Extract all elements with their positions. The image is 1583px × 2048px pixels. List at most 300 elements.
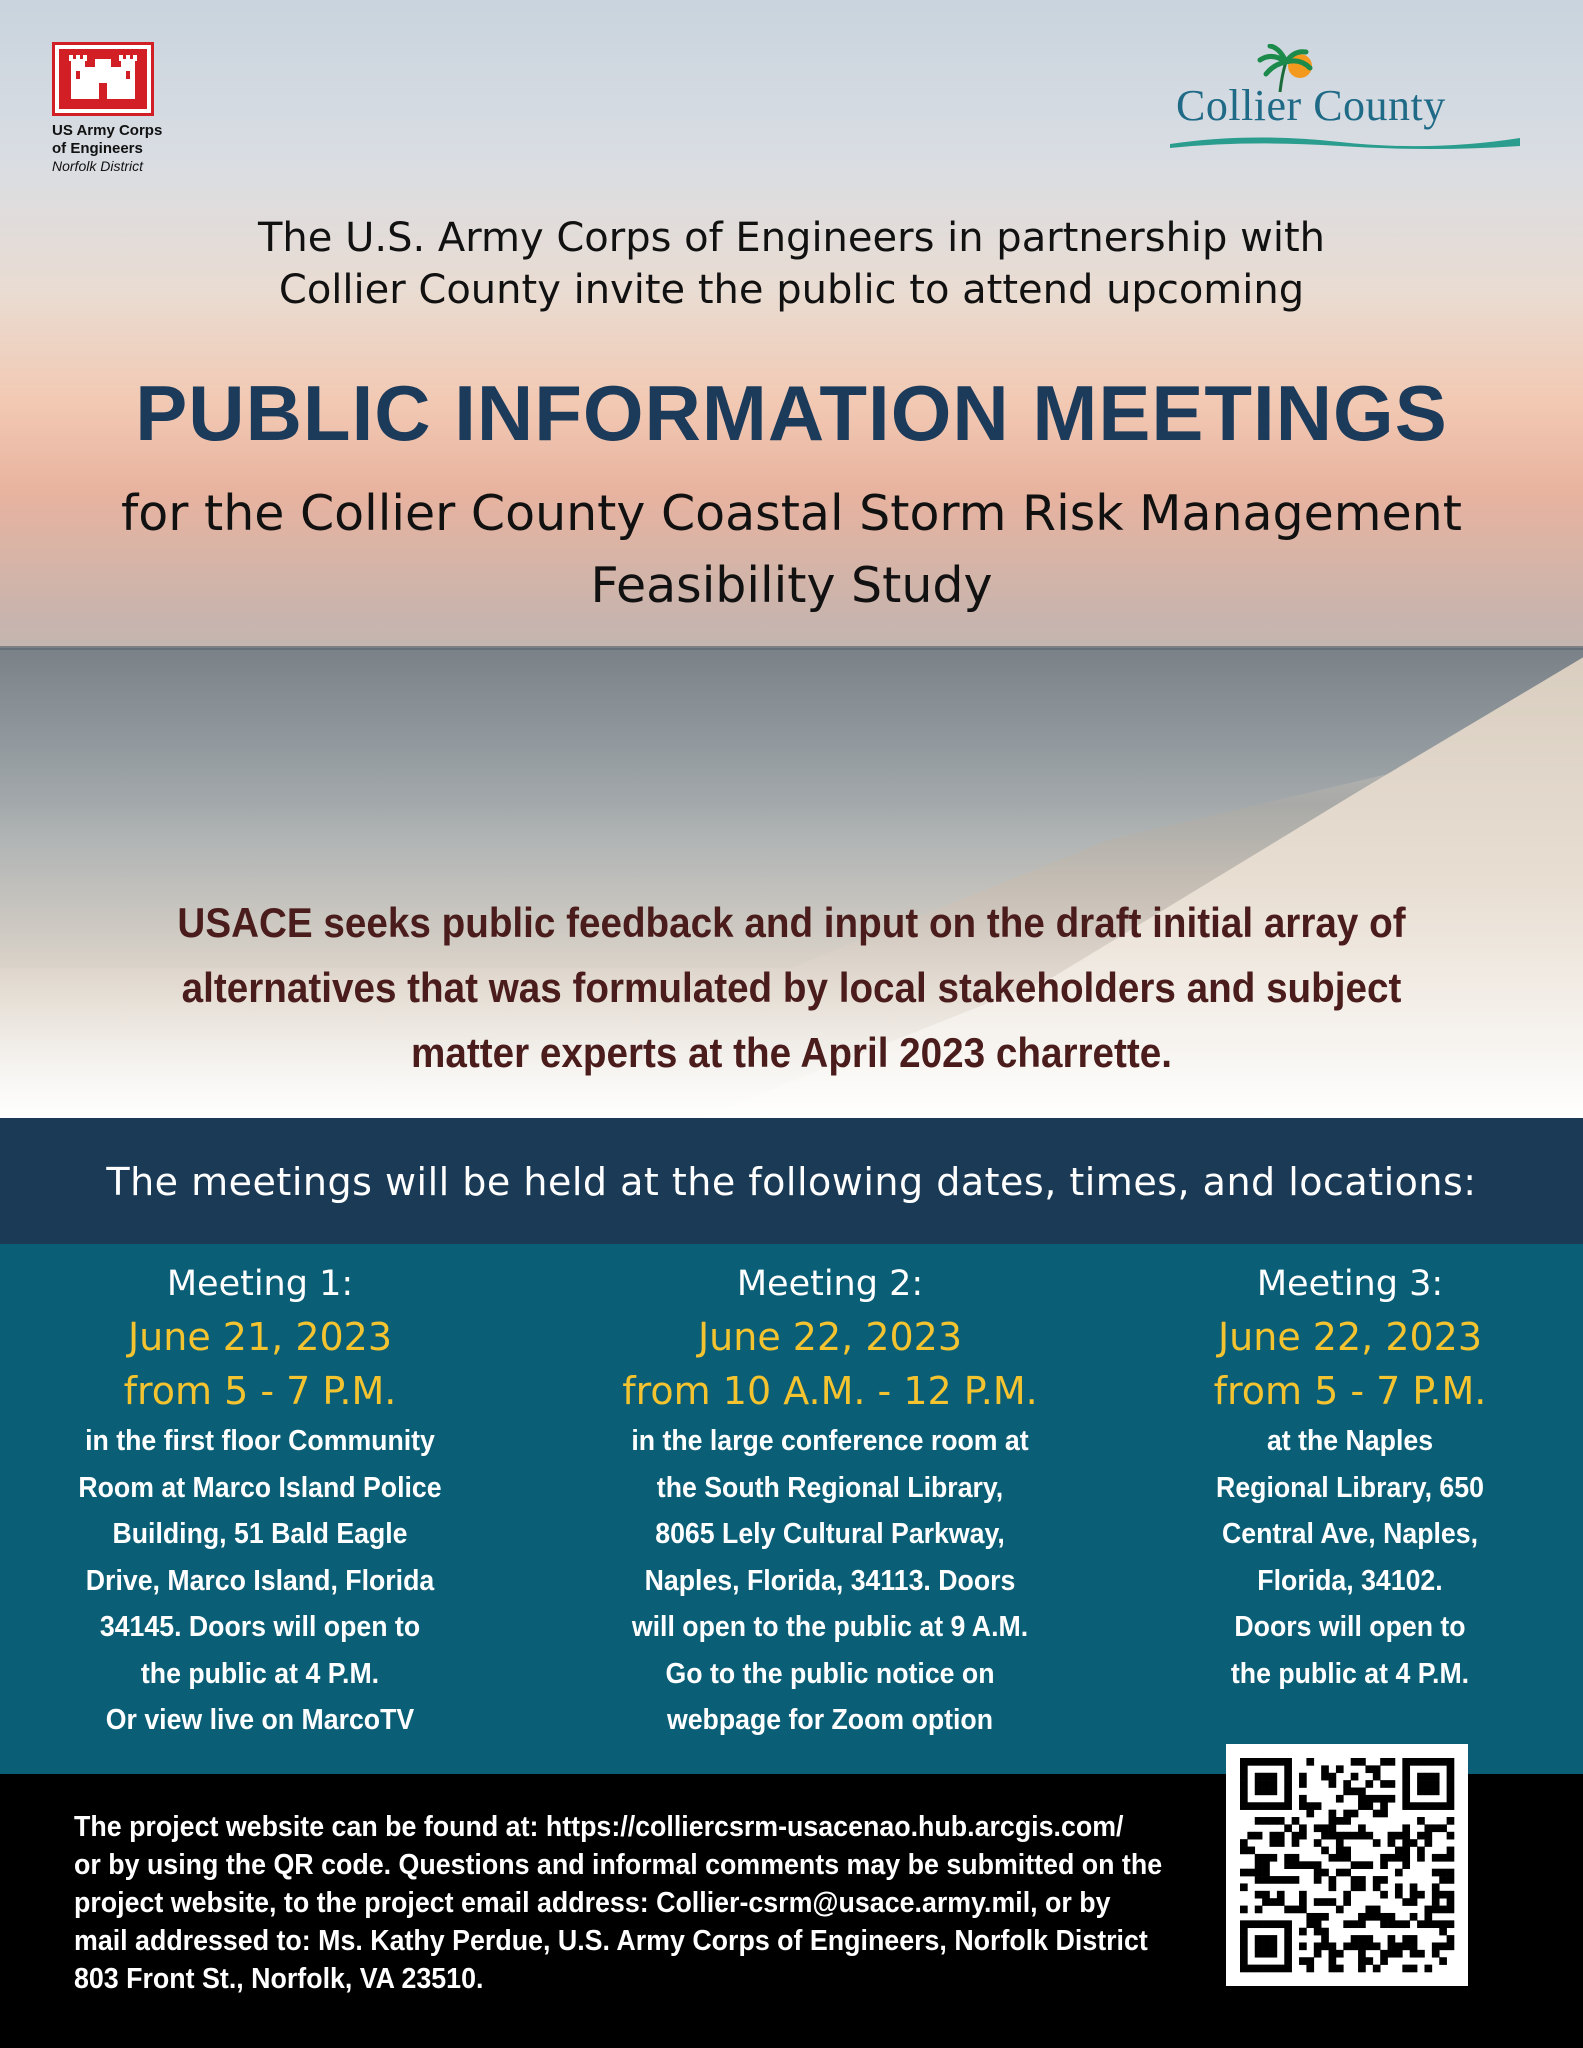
usace-name-line1: US Army Corps xyxy=(52,122,163,139)
qr-module xyxy=(1255,1788,1263,1796)
meeting-3 xyxy=(1140,1258,1560,1697)
qr-module xyxy=(1424,1920,1432,1928)
qr-module xyxy=(1365,1935,1373,1943)
qr-module xyxy=(1373,1810,1381,1818)
qr-module xyxy=(1432,1788,1440,1796)
qr-module xyxy=(1329,1780,1337,1788)
qr-module xyxy=(1424,1906,1432,1914)
qr-module xyxy=(1262,1780,1270,1788)
qr-module xyxy=(1388,1854,1396,1862)
qr-module xyxy=(1314,1942,1322,1950)
qr-module xyxy=(1306,1965,1314,1973)
qr-module xyxy=(1395,1832,1403,1840)
qr-module xyxy=(1306,1758,1314,1766)
qr-module xyxy=(1247,1920,1255,1928)
qr-module xyxy=(1402,1758,1410,1766)
collier-county-logo xyxy=(1160,44,1520,154)
qr-module xyxy=(1299,1898,1307,1906)
qr-module xyxy=(1373,1965,1381,1973)
qr-module xyxy=(1314,1920,1322,1928)
footer-line: mail addressed to: Ms. Kathy Perdue, U.S. Army Corps of Engineers, Norfolk District xyxy=(74,1925,1148,1957)
qr-module xyxy=(1373,1906,1381,1914)
subtitle xyxy=(40,478,1543,622)
qr-module xyxy=(1365,1802,1373,1810)
qr-module xyxy=(1240,1847,1248,1855)
qr-module xyxy=(1373,1913,1381,1921)
qr-module xyxy=(1284,1942,1292,1950)
qr-module xyxy=(1358,1883,1366,1891)
qr-module xyxy=(1388,1758,1396,1766)
qr-module xyxy=(1395,1950,1403,1958)
qr-module xyxy=(1380,1758,1388,1766)
qr-module xyxy=(1447,1891,1455,1899)
qr-module xyxy=(1255,1758,1263,1766)
qr-module xyxy=(1373,1942,1381,1950)
qr-module xyxy=(1395,1891,1403,1899)
location-line: Or view live on MarcoTV xyxy=(105,1704,415,1736)
qr-module xyxy=(1321,1773,1329,1781)
qr-module xyxy=(1410,1839,1418,1847)
qr-module xyxy=(1351,1942,1359,1950)
qr-module xyxy=(1255,1869,1263,1877)
qr-module xyxy=(1255,1854,1263,1862)
meeting-time: from 10 A.M. - 12 P.M. xyxy=(622,1369,1038,1413)
qr-module xyxy=(1277,1920,1285,1928)
qr-module xyxy=(1447,1788,1455,1796)
qr-module xyxy=(1358,1950,1366,1958)
qr-module xyxy=(1336,1765,1344,1773)
location-line: in the first floor Community xyxy=(85,1425,435,1457)
qr-module xyxy=(1402,1832,1410,1840)
qr-module xyxy=(1358,1876,1366,1884)
meeting-date: June 21, 2023 xyxy=(127,1315,393,1359)
qr-module xyxy=(1447,1758,1455,1766)
qr-module xyxy=(1358,1795,1366,1803)
location-line: Room at Marco Island Police xyxy=(78,1471,442,1504)
qr-module xyxy=(1240,1942,1248,1950)
intro-line-1: The U.S. Army Corps of Engineers in partnership with xyxy=(257,215,1326,261)
qr-module xyxy=(1447,1935,1455,1943)
qr-module xyxy=(1410,1758,1418,1766)
qr-module xyxy=(1284,1854,1292,1862)
qr-module xyxy=(1277,1965,1285,1973)
qr-module xyxy=(1380,1780,1388,1788)
qr-module xyxy=(1343,1891,1351,1899)
qr-module xyxy=(1417,1847,1425,1855)
qr-module xyxy=(1240,1758,1248,1766)
qr-module xyxy=(1292,1832,1300,1840)
qr-module xyxy=(1270,1965,1278,1973)
qr-module xyxy=(1284,1765,1292,1773)
feedback-line-2: alternatives that was formulated by local stakeholders and subject xyxy=(181,964,1402,1011)
qr-module xyxy=(1306,1913,1314,1921)
qr-module xyxy=(1270,1773,1278,1781)
qr-module xyxy=(1255,1891,1263,1899)
qr-module xyxy=(1439,1942,1447,1950)
qr-module xyxy=(1270,1758,1278,1766)
qr-module xyxy=(1402,1780,1410,1788)
meetings-header-text: The meetings will be held at the following dates, times, and locations: xyxy=(106,1160,1477,1204)
meeting-title: Meeting 1: xyxy=(166,1264,354,1304)
qr-module xyxy=(1292,1839,1300,1847)
qr-module xyxy=(1284,1861,1292,1869)
qr-module xyxy=(1380,1913,1388,1921)
qr-module xyxy=(1329,1965,1337,1973)
qr-module xyxy=(1270,1950,1278,1958)
location-line: the public at 4 P.M. xyxy=(1230,1657,1470,1690)
qr-module xyxy=(1329,1876,1337,1884)
qr-module xyxy=(1329,1832,1337,1840)
qr-module xyxy=(1277,1839,1285,1847)
qr-module xyxy=(1262,1920,1270,1928)
qr-module xyxy=(1417,1832,1425,1840)
qr-module xyxy=(1447,1780,1455,1788)
qr-module xyxy=(1410,1891,1418,1899)
qr-module xyxy=(1262,1935,1270,1943)
qr-module xyxy=(1321,1898,1329,1906)
qr-module xyxy=(1270,1788,1278,1796)
page-title: PUBLIC INFORMATION MEETINGS xyxy=(135,369,1448,457)
qr-module xyxy=(1336,1832,1344,1840)
qr-module xyxy=(1240,1883,1248,1891)
qr-module xyxy=(1380,1802,1388,1810)
location-line: the public at 4 P.M. xyxy=(140,1657,380,1690)
location-line: 8065 Lely Cultural Parkway, xyxy=(655,1518,1005,1550)
qr-module xyxy=(1447,1854,1455,1862)
qr-module xyxy=(1432,1758,1440,1766)
meeting-1 xyxy=(40,1258,480,1744)
qr-module xyxy=(1365,1957,1373,1965)
qr-module xyxy=(1380,1854,1388,1862)
qr-module xyxy=(1388,1780,1396,1788)
qr-module xyxy=(1270,1817,1278,1825)
qr-module xyxy=(1262,1950,1270,1958)
qr-module xyxy=(1277,1832,1285,1840)
qr-module xyxy=(1417,1773,1425,1781)
feedback-line-1: USACE seeks public feedback and input on the draft initial array of xyxy=(177,899,1406,946)
qr-module xyxy=(1402,1854,1410,1862)
qr-module xyxy=(1240,1773,1248,1781)
qr-module xyxy=(1299,1780,1307,1788)
qr-module xyxy=(1402,1942,1410,1950)
qr-module xyxy=(1424,1773,1432,1781)
subtitle-line-2: Feasibility Study xyxy=(590,557,993,614)
qr-module xyxy=(1292,1876,1300,1884)
qr-module xyxy=(1255,1832,1263,1840)
qr-module xyxy=(1314,1876,1322,1884)
qr-module xyxy=(1262,1891,1270,1899)
collier-county-wordmark: Collier County xyxy=(1176,81,1446,130)
qr-module xyxy=(1262,1876,1270,1884)
qr-module xyxy=(1329,1810,1337,1818)
qr-module xyxy=(1262,1898,1270,1906)
qr-module xyxy=(1432,1942,1440,1950)
qr-module xyxy=(1321,1869,1329,1877)
qr-module xyxy=(1240,1802,1248,1810)
qr-module xyxy=(1270,1802,1278,1810)
qr-module xyxy=(1432,1869,1440,1877)
meeting-location xyxy=(591,1418,1069,1744)
qr-module xyxy=(1373,1795,1381,1803)
qr-module xyxy=(1439,1876,1447,1884)
qr-module xyxy=(1314,1950,1322,1958)
qr-module xyxy=(1343,1942,1351,1950)
qr-module xyxy=(1395,1847,1403,1855)
qr-module xyxy=(1284,1935,1292,1943)
qr-module xyxy=(1240,1965,1248,1973)
qr-module xyxy=(1447,1942,1455,1950)
qr-module xyxy=(1284,1950,1292,1958)
location-line: Florida, 34102. xyxy=(1257,1564,1443,1597)
qr-module xyxy=(1395,1883,1403,1891)
location-line: webpage for Zoom option xyxy=(666,1704,994,1736)
qr-module xyxy=(1329,1957,1337,1965)
qr-module xyxy=(1417,1891,1425,1899)
qr-module xyxy=(1240,1920,1248,1928)
meeting-location xyxy=(58,1418,463,1744)
qr-module xyxy=(1447,1832,1455,1840)
qr-module xyxy=(1270,1832,1278,1840)
qr-module xyxy=(1380,1876,1388,1884)
subtitle-line-1: for the Collier County Coastal Storm Risk Management xyxy=(121,485,1462,542)
usace-name-line2: of Engineers xyxy=(52,140,143,157)
intro-text xyxy=(0,212,1583,316)
qr-module xyxy=(1447,1802,1455,1810)
qr-code-icon xyxy=(1226,1744,1468,1986)
qr-module xyxy=(1299,1906,1307,1914)
qr-module xyxy=(1255,1935,1263,1943)
qr-module xyxy=(1284,1802,1292,1810)
qr-module xyxy=(1447,1869,1455,1877)
qr-module xyxy=(1277,1802,1285,1810)
qr-module xyxy=(1447,1817,1455,1825)
qr-module xyxy=(1284,1928,1292,1936)
qr-module xyxy=(1388,1942,1396,1950)
qr-module xyxy=(1417,1780,1425,1788)
qr-module xyxy=(1299,1832,1307,1840)
qr-module xyxy=(1439,1957,1447,1965)
qr-module xyxy=(1365,1913,1373,1921)
qr-module xyxy=(1395,1869,1403,1877)
qr-module xyxy=(1447,1765,1455,1773)
qr-module xyxy=(1351,1832,1359,1840)
qr-module xyxy=(1255,1817,1263,1825)
qr-module xyxy=(1424,1802,1432,1810)
qr-module xyxy=(1299,1928,1307,1936)
meeting-time: from 5 - 7 P.M. xyxy=(123,1369,397,1413)
qr-module xyxy=(1284,1780,1292,1788)
location-line: Go to the public notice on xyxy=(665,1657,995,1690)
qr-module xyxy=(1270,1898,1278,1906)
qr-module xyxy=(1358,1788,1366,1796)
qr-module xyxy=(1447,1795,1455,1803)
qr-module xyxy=(1329,1898,1337,1906)
location-line: 34145. Doors will open to xyxy=(99,1611,421,1643)
qr-module xyxy=(1255,1802,1263,1810)
qr-module xyxy=(1432,1906,1440,1914)
qr-module xyxy=(1292,1817,1300,1825)
qr-module xyxy=(1262,1788,1270,1796)
qr-module xyxy=(1321,1928,1329,1936)
qr-module xyxy=(1247,1847,1255,1855)
qr-module xyxy=(1299,1861,1307,1869)
qr-module xyxy=(1351,1758,1359,1766)
location-line: Central Ave, Naples, xyxy=(1221,1518,1479,1550)
qr-module xyxy=(1255,1942,1263,1950)
qr-module xyxy=(1292,1906,1300,1914)
qr-module xyxy=(1380,1861,1388,1869)
qr-module xyxy=(1262,1942,1270,1950)
qr-module xyxy=(1410,1965,1418,1973)
qr-module xyxy=(1380,1795,1388,1803)
qr-module xyxy=(1380,1950,1388,1958)
qr-module xyxy=(1432,1854,1440,1862)
location-line: at the Naples xyxy=(1266,1425,1434,1457)
qr-module xyxy=(1292,1861,1300,1869)
qr-module xyxy=(1402,1935,1410,1943)
qr-module xyxy=(1247,1832,1255,1840)
footer-line: 803 Front St., Norfolk, VA 23510. xyxy=(74,1963,484,1995)
qr-module xyxy=(1247,1869,1255,1877)
qr-module xyxy=(1343,1854,1351,1862)
qr-module xyxy=(1336,1795,1344,1803)
qr-module xyxy=(1240,1928,1248,1936)
qr-module xyxy=(1402,1898,1410,1906)
qr-module xyxy=(1447,1773,1455,1781)
qr-module xyxy=(1329,1824,1337,1832)
location-line: Regional Library, 650 xyxy=(1216,1471,1484,1504)
location-line: the South Regional Library, xyxy=(656,1471,1004,1504)
qr-module xyxy=(1299,1795,1307,1803)
qr-module xyxy=(1321,1765,1329,1773)
qr-module xyxy=(1417,1817,1425,1825)
qr-module xyxy=(1388,1795,1396,1803)
qr-module xyxy=(1402,1795,1410,1803)
footer-line: The project website can be found at: https://colliercsrm-usacenao.hub.arcgis.com/ xyxy=(74,1811,1124,1843)
qr-module xyxy=(1358,1935,1366,1943)
castle-icon xyxy=(65,53,141,105)
meeting-title: Meeting 3: xyxy=(1256,1264,1444,1304)
qr-module xyxy=(1329,1883,1337,1891)
qr-module xyxy=(1402,1824,1410,1832)
qr-module xyxy=(1329,1942,1337,1950)
qr-module xyxy=(1358,1965,1366,1973)
qr-module xyxy=(1329,1950,1337,1958)
usace-district: Norfolk District xyxy=(52,158,144,174)
qr-module xyxy=(1314,1898,1322,1906)
qr-module xyxy=(1432,1898,1440,1906)
qr-module xyxy=(1424,1780,1432,1788)
location-line: in the large conference room at xyxy=(631,1425,1029,1457)
qr-module xyxy=(1365,1832,1373,1840)
qr-module xyxy=(1277,1891,1285,1899)
qr-module xyxy=(1277,1817,1285,1825)
qr-module xyxy=(1292,1854,1300,1862)
qr-module xyxy=(1417,1920,1425,1928)
qr-module xyxy=(1343,1788,1351,1796)
qr-module xyxy=(1373,1773,1381,1781)
qr-module xyxy=(1432,1780,1440,1788)
qr-module xyxy=(1255,1780,1263,1788)
qr-module xyxy=(1432,1824,1440,1832)
qr-module xyxy=(1284,1906,1292,1914)
qr-module xyxy=(1388,1832,1396,1840)
qr-module xyxy=(1447,1898,1455,1906)
qr-module xyxy=(1432,1802,1440,1810)
qr-code[interactable] xyxy=(1226,1744,1468,1986)
qr-module xyxy=(1358,1832,1366,1840)
qr-module xyxy=(1380,1810,1388,1818)
qr-module xyxy=(1402,1965,1410,1973)
qr-module xyxy=(1255,1876,1263,1884)
qr-module xyxy=(1365,1906,1373,1914)
qr-module xyxy=(1284,1965,1292,1973)
qr-module xyxy=(1336,1965,1344,1973)
qr-module xyxy=(1439,1802,1447,1810)
qr-module xyxy=(1439,1891,1447,1899)
qr-module xyxy=(1365,1942,1373,1950)
qr-module xyxy=(1284,1920,1292,1928)
usace-logo xyxy=(52,42,162,175)
footer-contact-info xyxy=(74,1808,1164,1998)
qr-module xyxy=(1380,1891,1388,1899)
meeting-location xyxy=(1157,1418,1543,1697)
qr-module xyxy=(1417,1950,1425,1958)
qr-module xyxy=(1417,1854,1425,1862)
qr-module xyxy=(1402,1765,1410,1773)
qr-module xyxy=(1424,1788,1432,1796)
qr-module xyxy=(1314,1869,1322,1877)
qr-module xyxy=(1343,1869,1351,1877)
qr-module xyxy=(1306,1802,1314,1810)
qr-module xyxy=(1373,1765,1381,1773)
qr-module xyxy=(1255,1920,1263,1928)
qr-module xyxy=(1262,1817,1270,1825)
qr-module xyxy=(1432,1891,1440,1899)
qr-module xyxy=(1343,1920,1351,1928)
usace-castle-badge xyxy=(52,42,154,116)
qr-module xyxy=(1395,1854,1403,1862)
meeting-title: Meeting 2: xyxy=(736,1264,924,1304)
qr-module xyxy=(1343,1810,1351,1818)
qr-module xyxy=(1262,1869,1270,1877)
location-line: Naples, Florida, 34113. Doors xyxy=(644,1564,1016,1597)
qr-module xyxy=(1424,1839,1432,1847)
qr-module xyxy=(1395,1920,1403,1928)
qr-module xyxy=(1351,1810,1359,1818)
qr-module xyxy=(1424,1913,1432,1921)
qr-module xyxy=(1410,1942,1418,1950)
qr-module xyxy=(1358,1824,1366,1832)
qr-module xyxy=(1299,1824,1307,1832)
qr-module xyxy=(1351,1788,1359,1796)
qr-module xyxy=(1365,1765,1373,1773)
qr-module xyxy=(1351,1935,1359,1943)
intro-line-2: Collier County invite the public to attend upcoming xyxy=(278,267,1305,313)
footer-line: or by using the QR code. Questions and informal comments may be submitted on the xyxy=(74,1849,1163,1881)
qr-module xyxy=(1284,1773,1292,1781)
qr-module xyxy=(1314,1802,1322,1810)
qr-module xyxy=(1314,1839,1322,1847)
qr-module xyxy=(1270,1876,1278,1884)
qr-module xyxy=(1351,1876,1359,1884)
qr-module xyxy=(1343,1898,1351,1906)
qr-module xyxy=(1395,1942,1403,1950)
qr-module xyxy=(1321,1935,1329,1943)
qr-module xyxy=(1336,1847,1344,1855)
qr-module xyxy=(1343,1832,1351,1840)
qr-module xyxy=(1439,1920,1447,1928)
